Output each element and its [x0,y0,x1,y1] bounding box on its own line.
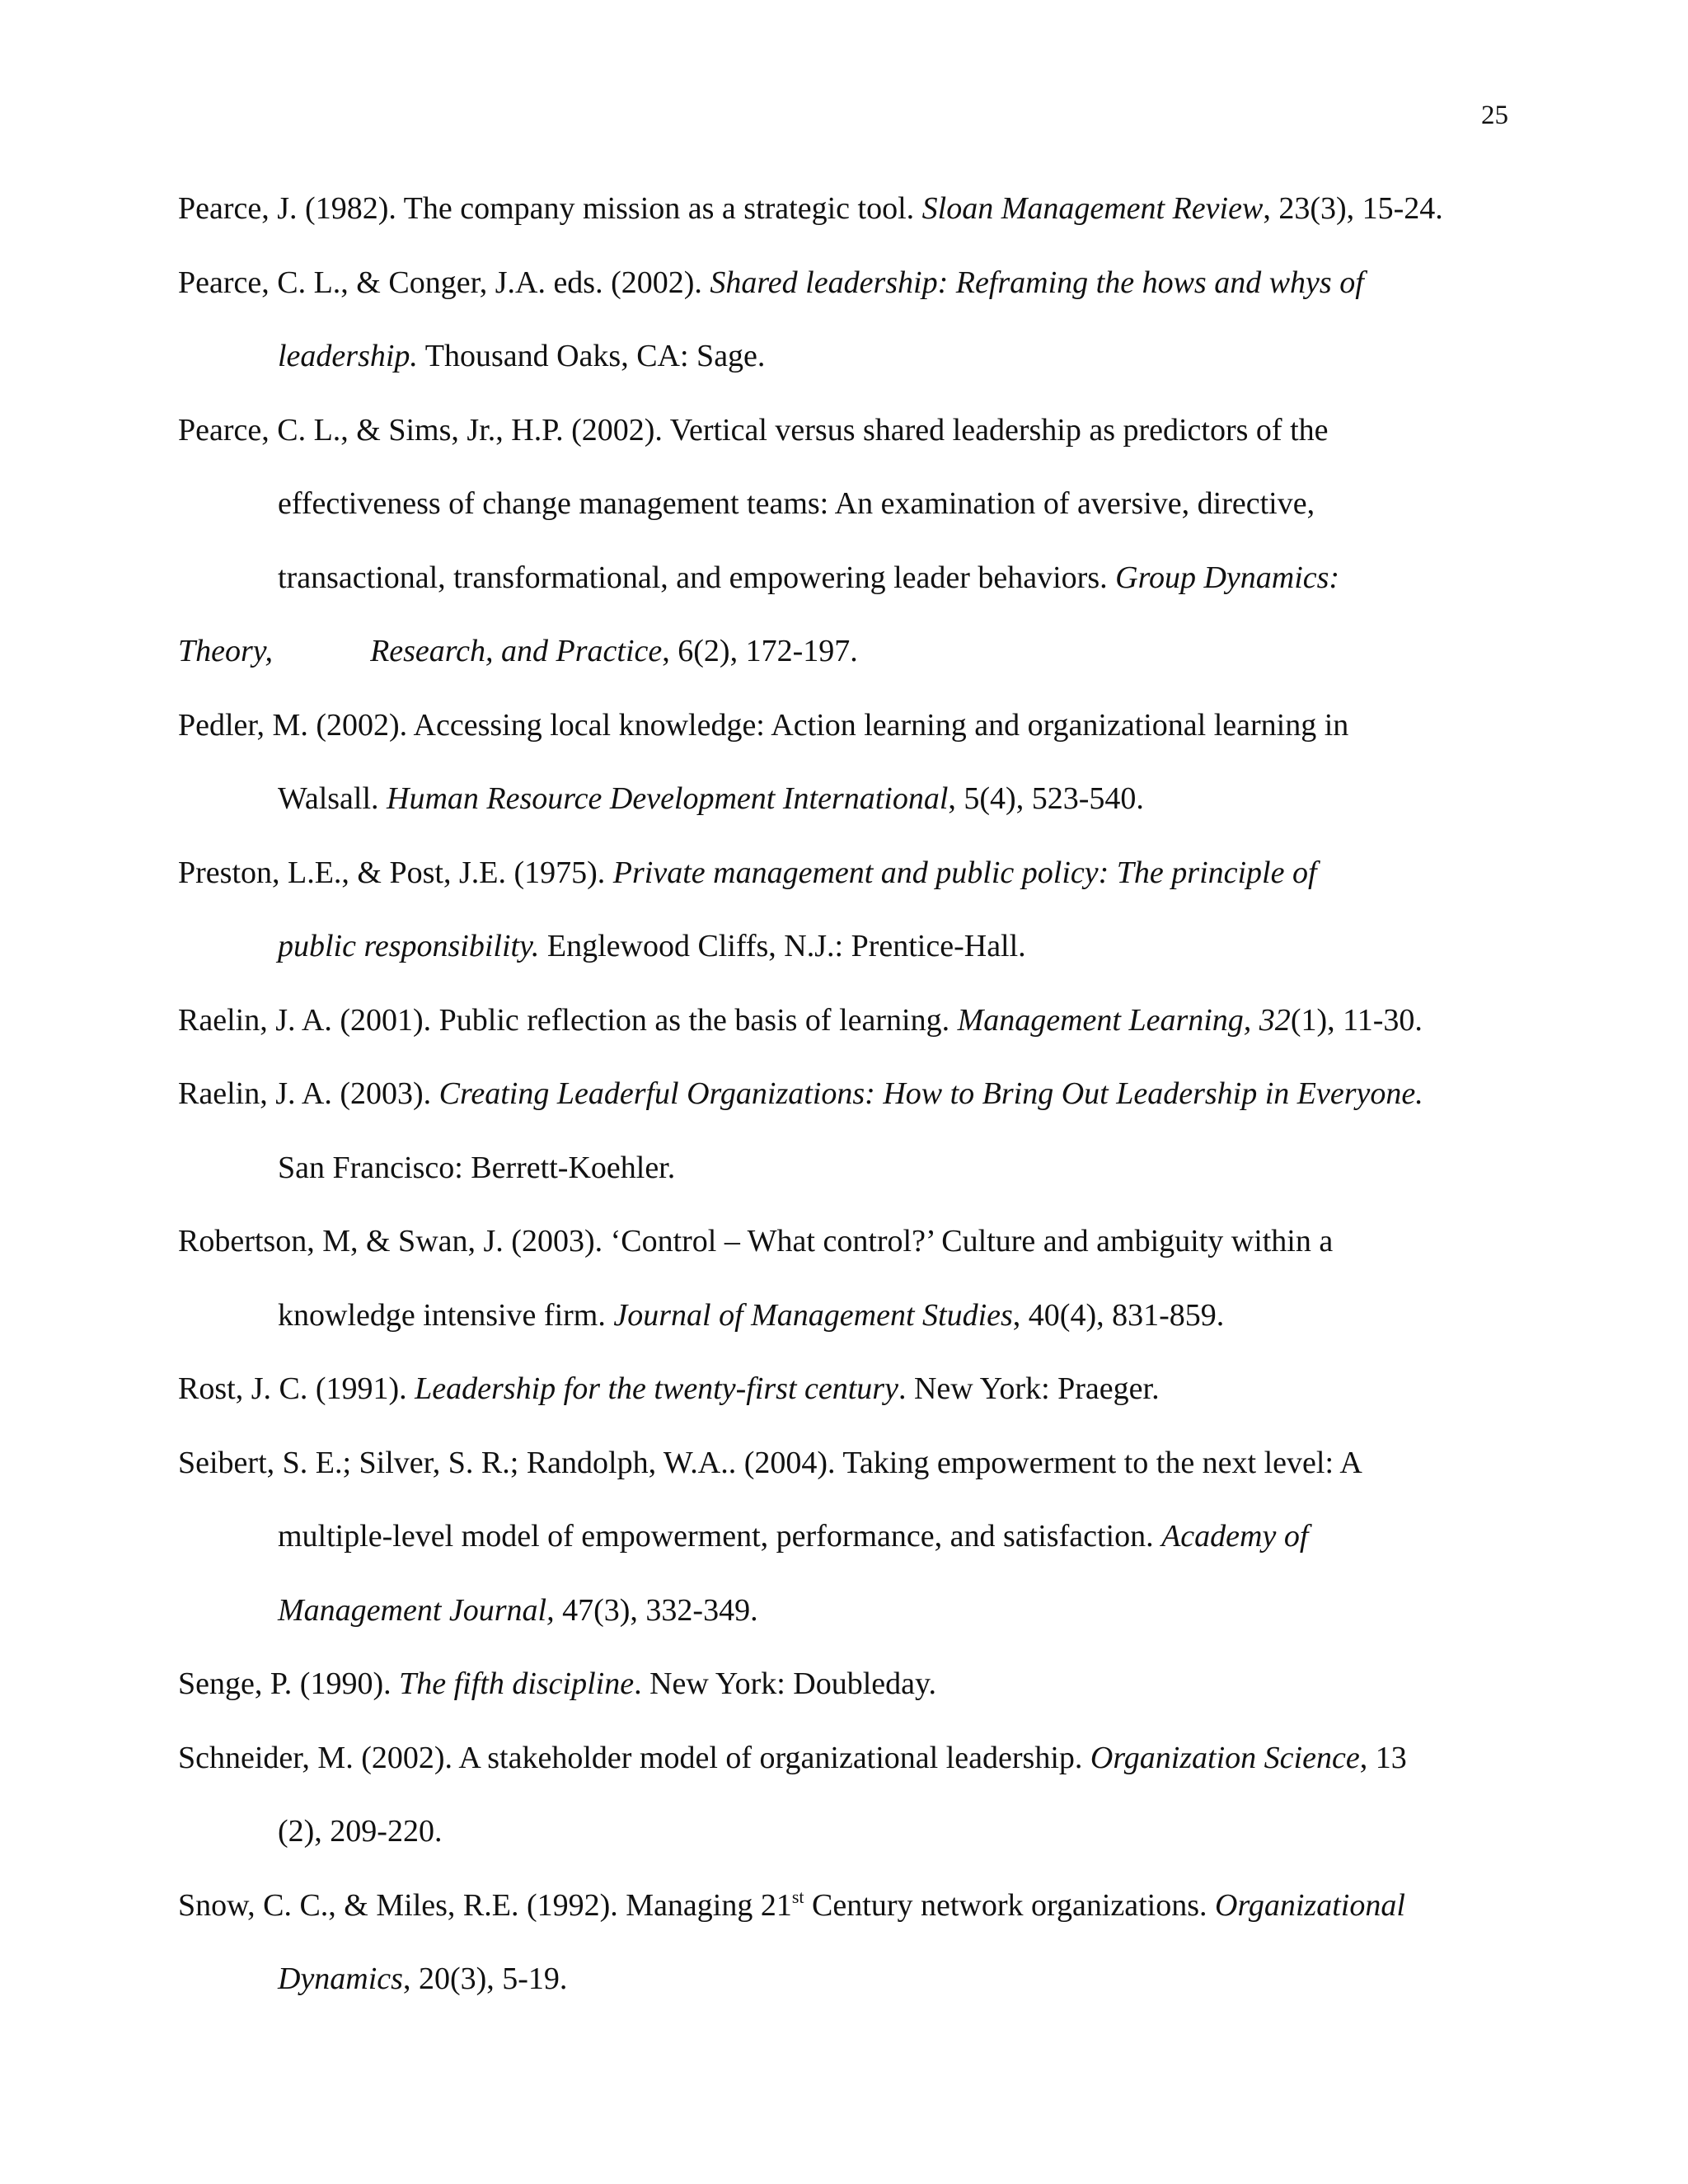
italic-text: Organizational [1215,1887,1405,1923]
italic-text: Human Resource Development International [387,781,949,816]
reference-text: Pedler, M. (2002). Accessing local knowledge: Action learning and organizational learning in [178,707,1349,743]
italic-text: Research, and Practice [370,634,663,668]
reference-text: Rost, J. C. (1991). [178,1371,415,1406]
reference-text: Seibert, S. E.; Silver, S. R.; Randolph, W.A.. (2004). Taking empowerment to the next level: A [178,1445,1362,1480]
italic-text: Sloan Management Review [921,191,1264,226]
reference-text: Pearce, C. L., & Sims, Jr., H.P. (2002). Vertical versus shared leadership as predictors of the [178,412,1329,448]
reference-text: Thousand Oaks, CA: Sage. [417,339,766,373]
italic-text: Theory, [178,634,274,668]
reference-list [178,172,1513,2017]
italic-text: Creating Leaderful Organizations: How to Bring Out Leadership in Everyone. [438,1076,1423,1111]
reference-text: , 13 [1359,1740,1407,1775]
reference-text: , 20(3), 5-19. [402,1961,568,1996]
italic-text: leadership. [278,339,418,373]
reference-entry [178,837,1513,984]
reference-entry [178,1057,1513,1205]
reference-entry [178,615,1513,689]
reference-text: (2), 209-220. [278,1814,443,1849]
reference-entry [178,984,1513,1058]
reference-text: effectiveness of change management teams: An examination of aversive, directive, [278,486,1315,521]
superscript-text: st [791,1886,804,1907]
reference-text: 47(3), 332-349. [554,1592,758,1628]
reference-text: Robertson, M, & Swan, J. (2003). ‘Control – What control?’ Culture and ambiguity within a [178,1224,1334,1258]
italic-text: Journal of Management Studies [613,1297,1013,1333]
italic-text: Private management and public policy: The principle of [612,855,1317,890]
reference-text: , 40(4), 831-859. [1012,1297,1225,1333]
reference-text: San Francisco: Berrett-Koehler. [278,1150,676,1185]
reference-entry [178,246,1513,394]
reference-text: , 5(4), 523-540. [948,781,1144,816]
reference-text: (1), 11-30. [1290,1002,1423,1038]
reference-entry [178,1352,1513,1427]
reference-text: , 23(3), 15-24. [1263,191,1443,226]
reference-text: Raelin, J. A. (2003). [178,1076,439,1111]
reference-text: knowledge intensive firm. [278,1297,614,1333]
reference-text: Pearce, J. (1982). The company mission as a strategic tool. [178,191,922,226]
reference-entry [178,172,1513,246]
reference-text: . New York: Doubleday. [634,1666,937,1701]
page-number: 25 [1481,101,1508,130]
reference-text: Pearce, C. L., & Conger, J.A. eds. (2002). [178,265,710,300]
reference-entry [178,1722,1513,1869]
reference-text: . New York: Praeger. [898,1371,1160,1406]
italic-text: Management Learning, 32 [957,1002,1291,1038]
italic-text: Management Journal, [278,1592,555,1628]
italic-text: Organization Science [1090,1740,1360,1775]
reference-entry [178,394,1513,616]
reference-entry [178,1647,1513,1722]
italic-text: Dynamics [278,1961,403,1996]
italic-text: Leadership for the twenty-first century [415,1371,898,1406]
reference-text: Snow, C. C., & Miles, R.E. (1992). Managing 21 [178,1887,792,1923]
reference-text: Schneider, M. (2002). A stakeholder model of organizational leadership. [178,1740,1090,1775]
reference-text: , 6(2), 172-197. [662,634,858,668]
reference-text: Walsall. [278,781,387,816]
reference-entry [178,1427,1513,1648]
reference-text: multiple-level model of empowerment, performance, and satisfaction. [278,1519,1162,1554]
reference-text: Century network organizations. [804,1887,1216,1923]
reference-entry [178,689,1513,837]
reference-text: Englewood Cliffs, N.J.: Prentice-Hall. [539,929,1026,963]
italic-text: Academy of [1161,1519,1309,1554]
reference-text: Senge, P. (1990). [178,1666,400,1701]
reference-text: Preston, L.E., & Post, J.E. (1975). [178,855,613,890]
reference-text: transactional, transformational, and empowering leader behaviors. [278,560,1116,595]
reference-text: Raelin, J. A. (2001). Public reflection as the basis of learning. [178,1002,958,1038]
italic-text: Group Dynamics: [1115,560,1340,595]
italic-text: public responsibility. [278,929,540,963]
italic-text: Shared leadership: Reframing the hows and whys of [710,265,1364,300]
reference-entry [178,1205,1513,1352]
reference-entry [178,1869,1513,2017]
italic-text: The fifth discipline [399,1666,635,1701]
